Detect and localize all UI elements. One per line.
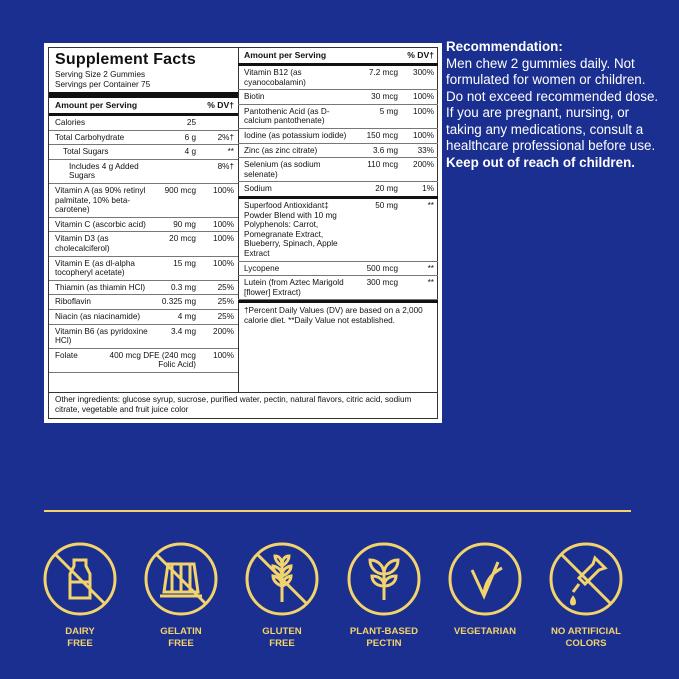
nutrient-row [49, 325, 238, 349]
nutrient-name: Thiamin (as thiamin HCl) [55, 282, 146, 292]
nutrient-name: Includes 4 g Added Sugars [69, 161, 139, 181]
nutrient-amount: 15 mg [173, 258, 196, 268]
nutrient-name: Pantothenic Acid (as D-calcium pantothenate) [244, 106, 330, 126]
nutrient-amount: 110 mcg [367, 160, 398, 170]
nutrient-name: Folate [55, 350, 78, 360]
nutrient-name: Lutein (from Aztec Marigold [flower] Extract) [244, 278, 344, 297]
nutrient-amount: 5 mg [379, 106, 398, 116]
nutrient-name: Zinc (as zinc citrate) [244, 145, 318, 155]
nutrient-amount: 300 mcg [366, 278, 398, 288]
plant-icon [345, 540, 423, 618]
wheat-icon [243, 540, 321, 618]
nutrient-name: Calories [55, 118, 86, 127]
serving-info [49, 70, 238, 98]
nutrient-row [238, 90, 438, 105]
facts-header [49, 98, 238, 116]
amount-header: Amount per Serving [55, 100, 138, 110]
nutrient-dv: 100% [413, 106, 434, 116]
nutrient-row [238, 199, 438, 262]
nutrient-amount: 500 mcg [366, 263, 398, 273]
nutrient-row [238, 66, 438, 90]
nutrient-amount: 30 mcg [371, 92, 398, 102]
nutrient-row [49, 145, 238, 160]
badge-vegetarian [445, 540, 525, 638]
nutrient-amount: 3.6 mg [372, 145, 398, 155]
nutrient-row [49, 184, 238, 218]
nutrient-dv: ** [427, 263, 434, 273]
nutrient-name: Superfood Antioxidant‡ Powder Blend with 10 mg Polyphenols: Carrot, Pomegranate Extract, Blueberry, Spinach, Apple Extract [244, 200, 338, 258]
nutrient-row [238, 105, 438, 129]
nutrient-name: Vitamin E (as dl-alpha tocopheryl acetate) [55, 258, 135, 278]
badge-label: DAIRY FREE [65, 626, 95, 649]
nutrient-name: Niacin (as niacinamide) [55, 311, 141, 321]
nutrient-dv: 2%† [217, 132, 234, 142]
nutrient-amount: 7.2 mcg [368, 68, 398, 77]
nutrient-amount: 25 [186, 118, 196, 127]
nutrient-dv: 8%† [217, 161, 234, 171]
servings-per-container: Servings per Container 75 [55, 80, 151, 89]
nutrient-dv: 100% [213, 258, 234, 268]
nutrient-dv: ** [427, 278, 434, 288]
nutrient-amount: 6 g [184, 132, 196, 142]
nutrient-row [49, 160, 238, 184]
recommendation-text: Men chew 2 gummies daily. Not formulated for women or children. Do not exceed recommended dose. [446, 55, 659, 104]
nutrient-name: Total Sugars [63, 147, 109, 157]
pregnancy-warning: If you are pregnant, nursing, or taking any medications, consult a healthcare professional before use. [446, 105, 656, 153]
nutrient-dv: 200% [213, 326, 234, 336]
nutrient-row [238, 276, 438, 300]
nutrient-amount: 50 mg [375, 200, 398, 210]
facts-right-column [238, 48, 438, 329]
nutrient-row [49, 257, 238, 281]
dv-header-right: % DV† [407, 50, 434, 60]
nutrient-name: Vitamin A (as 90% retinyl palmitate, 10% beta-carotene) [55, 185, 146, 215]
nutrient-row [49, 349, 238, 373]
facts-footnote: †Percent Daily Values (DV) are based on a 2,000 calorie diet. **Daily Value not established. [238, 300, 438, 329]
other-ingredients: Other ingredients: glucose syrup, sucrose, purified water, pectin, natural flavors, citric acid, sodium citrate, vegetable and fruit juice color [49, 392, 437, 415]
recommendation-heading: Recommendation: [446, 39, 563, 54]
divider-line [44, 510, 631, 512]
bottle-icon [41, 540, 119, 618]
nutrient-amount: 0.325 mg [161, 297, 196, 307]
badge-label: PLANT-BASED PECTIN [349, 626, 419, 649]
nutrient-dv: ** [427, 200, 434, 210]
badge-gluten-free [242, 540, 322, 650]
nutrient-dv: 25% [217, 311, 234, 321]
amount-header-right: Amount per Serving [244, 50, 327, 60]
nutrient-name: Vitamin B6 (as pyridoxine HCl) [55, 326, 148, 346]
badge-label: NO ARTIFICIAL COLORS [551, 626, 621, 649]
badge-dairy-free [40, 540, 120, 650]
nutrient-dv: 1% [422, 184, 434, 194]
nutrient-dv: 33% [417, 145, 434, 155]
nutrient-row [238, 182, 438, 199]
recommendation-block [446, 39, 661, 171]
nutrient-dv: 100% [213, 219, 234, 229]
nutrient-name: Vitamin D3 (as cholecalciferol) [55, 234, 110, 253]
badge-row [44, 540, 636, 660]
nutrient-amount: 900 mcg [164, 185, 196, 195]
nutrient-name: Vitamin C (ascorbic acid) [55, 219, 146, 229]
nutrient-dv: 100% [413, 92, 434, 102]
supplement-facts-table [48, 47, 438, 419]
nutrient-amount: 4 mg [177, 311, 196, 321]
badge-no-artificial-colors [546, 540, 626, 650]
badge-label: VEGETARIAN [453, 626, 517, 637]
facts-header-right [238, 48, 438, 66]
badge-gelatin-free [141, 540, 221, 650]
nutrient-row [49, 218, 238, 233]
nutrient-row [49, 232, 238, 256]
nutrient-dv: 100% [413, 130, 434, 140]
badge-plant-based-pectin [344, 540, 424, 650]
nutrient-dv: 100% [213, 350, 234, 360]
nutrient-name: Lycopene [244, 263, 280, 273]
nutrient-amount: 20 mg [375, 184, 398, 194]
nutrient-row [49, 116, 238, 131]
nutrient-dv: 100% [213, 234, 234, 244]
nutrient-name: Total Carbohydrate [55, 132, 125, 142]
facts-title: Supplement Facts [55, 51, 197, 68]
nutrient-name: Iodine (as potassium iodide) [244, 130, 347, 140]
nutrient-row [238, 158, 438, 182]
nutrient-amount: 20 mcg [169, 234, 196, 244]
nutrient-dv: 200% [413, 160, 434, 170]
nutrient-name: Vitamin B12 (as cyanocobalamin) [244, 68, 306, 87]
badge-label: GELATIN FREE [160, 626, 202, 649]
gelatin-icon [142, 540, 220, 618]
facts-left-column [49, 48, 239, 392]
nutrient-dv: 100% [213, 185, 234, 195]
dv-header: % DV† [207, 100, 234, 110]
serving-size: Serving Size 2 Gummies [55, 70, 146, 79]
badge-label: GLUTEN FREE [262, 626, 302, 649]
nutrient-name: Selenium (as sodium selenate) [244, 160, 321, 179]
nutrient-amount: 3.4 mg [170, 326, 196, 336]
leaf-icon [446, 540, 524, 618]
dropper-icon [547, 540, 625, 618]
children-warning: Keep out of reach of children. [446, 154, 635, 170]
nutrient-dv: 25% [217, 282, 234, 292]
nutrient-amount: 150 mcg [366, 130, 398, 140]
nutrient-name: Riboflavin [55, 297, 91, 307]
nutrient-row [238, 129, 438, 144]
nutrient-row [238, 262, 438, 277]
nutrient-row [49, 281, 238, 296]
nutrient-dv: 300% [413, 68, 434, 77]
nutrient-dv: ** [227, 147, 234, 157]
nutrient-dv: 25% [217, 297, 234, 307]
nutrient-amount: 4 g [184, 147, 196, 157]
nutrient-row [238, 144, 438, 159]
nutrient-amount: 0.3 mg [170, 282, 196, 292]
nutrient-amount: 400 mcg DFE (240 mcg Folic Acid) [109, 350, 196, 370]
nutrient-name: Sodium [244, 184, 272, 194]
nutrient-amount: 90 mg [173, 219, 196, 229]
nutrient-row [49, 310, 238, 325]
nutrient-row [49, 295, 238, 310]
nutrient-name: Biotin [244, 92, 265, 102]
nutrient-row [49, 131, 238, 146]
